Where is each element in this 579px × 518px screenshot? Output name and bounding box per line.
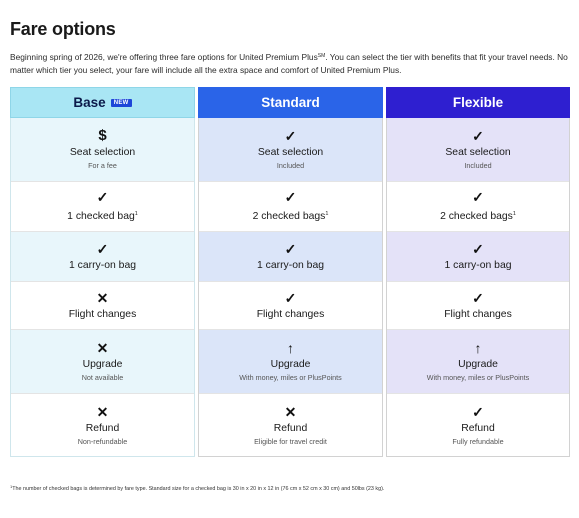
check-icon: ✓ — [96, 189, 109, 205]
feature-cell — [11, 118, 194, 181]
feature-label — [440, 208, 516, 223]
feature-label-text: Seat selection — [445, 147, 511, 158]
feature-label — [83, 359, 123, 371]
arrow-up-icon: ↑ — [474, 340, 482, 356]
column-header — [10, 87, 195, 118]
page-title: Fare options — [10, 19, 116, 39]
feature-cell — [199, 118, 382, 181]
x-icon: ✕ — [96, 340, 109, 356]
feature-label-text: 1 carry-on bag — [257, 259, 324, 271]
column-cells — [198, 118, 383, 457]
check-icon: ✓ — [472, 403, 484, 420]
feature-detail: For a fee — [88, 161, 117, 170]
feature-detail: Not available — [81, 373, 124, 382]
feature-label — [67, 208, 138, 223]
feature-label-text: Seat selection — [69, 147, 136, 158]
feature-cell — [387, 329, 569, 393]
feature-detail: Fully refundable — [452, 436, 504, 446]
feature-label — [271, 359, 311, 371]
feature-cell — [11, 281, 194, 329]
feature-label-text: Upgrade — [82, 359, 123, 370]
feature-cell — [11, 181, 194, 231]
check-icon: ✓ — [472, 128, 484, 144]
new-badge: NEW — [111, 99, 132, 107]
feature-label — [444, 309, 512, 321]
feature-label — [445, 147, 510, 159]
check-icon: ✓ — [284, 128, 297, 144]
feature-label — [257, 260, 324, 272]
x-icon: ✕ — [284, 403, 297, 420]
feature-label — [461, 423, 495, 435]
service-mark: SM — [317, 53, 326, 59]
intro-text-part1: Beginning spring of 2026, we're offering three fare options for United Premium Plus — [10, 52, 318, 62]
feature-label — [258, 147, 323, 159]
feature-cell — [387, 231, 569, 281]
feature-cell — [387, 181, 569, 231]
feature-label — [253, 208, 329, 223]
footnote-marker: 1 — [10, 484, 13, 489]
feature-label-text: Flight changes — [256, 308, 325, 320]
feature-cell — [387, 281, 569, 329]
feature-detail: Included — [464, 161, 492, 170]
feature-detail: Eligible for travel credit — [254, 436, 327, 446]
feature-cell — [11, 393, 194, 456]
feature-label-text: 1 carry-on bag — [444, 259, 512, 271]
feature-label-text: Seat selection — [257, 147, 324, 158]
check-icon: ✓ — [96, 240, 109, 257]
feature-label-text: 1 carry-on bag — [69, 259, 136, 271]
x-icon: ✕ — [96, 403, 109, 420]
footnote-ref: 1 — [325, 211, 329, 217]
feature-label — [458, 359, 498, 371]
feature-cell — [199, 393, 382, 456]
column-base — [10, 87, 195, 457]
column-title: Standard — [261, 95, 320, 110]
check-icon: ✓ — [284, 240, 297, 257]
feature-label-text: Refund — [461, 422, 495, 434]
footnote — [10, 484, 575, 492]
feature-cell — [199, 181, 382, 231]
column-cells — [10, 118, 195, 457]
feature-label — [274, 423, 308, 435]
check-icon: ✓ — [472, 189, 484, 205]
feature-cell — [199, 329, 382, 393]
column-title: Flexible — [452, 95, 504, 110]
feature-label — [69, 309, 137, 321]
feature-detail: Included — [276, 161, 305, 170]
feature-detail: With money, miles or PlusPoints — [239, 373, 342, 382]
feature-detail: Non-refundable — [77, 436, 128, 446]
feature-label-text: 2 checked bags — [252, 211, 326, 222]
feature-label-text: Upgrade — [270, 359, 311, 370]
column-cells — [386, 118, 570, 457]
feature-cell — [11, 329, 194, 393]
dollar-icon: $ — [98, 127, 107, 144]
feature-label-text: Flight changes — [68, 308, 137, 320]
feature-label — [86, 423, 120, 435]
feature-label-text: Flight changes — [444, 308, 512, 320]
column-title: Base — [73, 95, 106, 110]
intro-text-part2: . You can select the tier with benefits that fit your travel needs. No matter which tier you select, your fare will include all the extra space and comfort of United Premium Plus. — [10, 52, 568, 75]
feature-label-text: Refund — [85, 422, 120, 434]
column-standard — [198, 87, 383, 457]
check-icon: ✓ — [472, 240, 484, 257]
column-header — [198, 87, 383, 118]
feature-detail: With money, miles or PlusPoints — [426, 373, 530, 382]
column-flexible — [386, 87, 570, 457]
footnote-ref: 1 — [512, 211, 516, 217]
feature-label — [70, 147, 135, 159]
feature-label-text: Refund — [273, 422, 308, 434]
footnote-text: The number of checked bags is determined by fare type. Standard size for a checked bag is 30 in x 20 in x 12 in (76 cm x 52 cm x 30 cm) and 50lbs (23 kg). — [12, 486, 385, 492]
feature-cell — [387, 393, 569, 456]
feature-cell — [11, 231, 194, 281]
feature-cell — [199, 231, 382, 281]
feature-label-text: 1 checked bag — [67, 211, 135, 222]
check-icon: ✓ — [284, 189, 297, 205]
feature-cell — [387, 118, 569, 181]
footnote-ref: 1 — [134, 211, 138, 217]
intro-paragraph — [10, 50, 570, 76]
arrow-up-icon: ↑ — [287, 340, 294, 356]
feature-label-text: Upgrade — [458, 359, 498, 370]
feature-label — [445, 260, 512, 272]
check-icon: ✓ — [472, 289, 484, 306]
check-icon: ✓ — [284, 289, 297, 306]
feature-label — [257, 309, 325, 321]
feature-cell — [199, 281, 382, 329]
x-icon: ✕ — [96, 289, 109, 306]
feature-label — [69, 260, 136, 272]
feature-label-text: 2 checked bags — [440, 211, 513, 222]
column-header — [386, 87, 570, 118]
